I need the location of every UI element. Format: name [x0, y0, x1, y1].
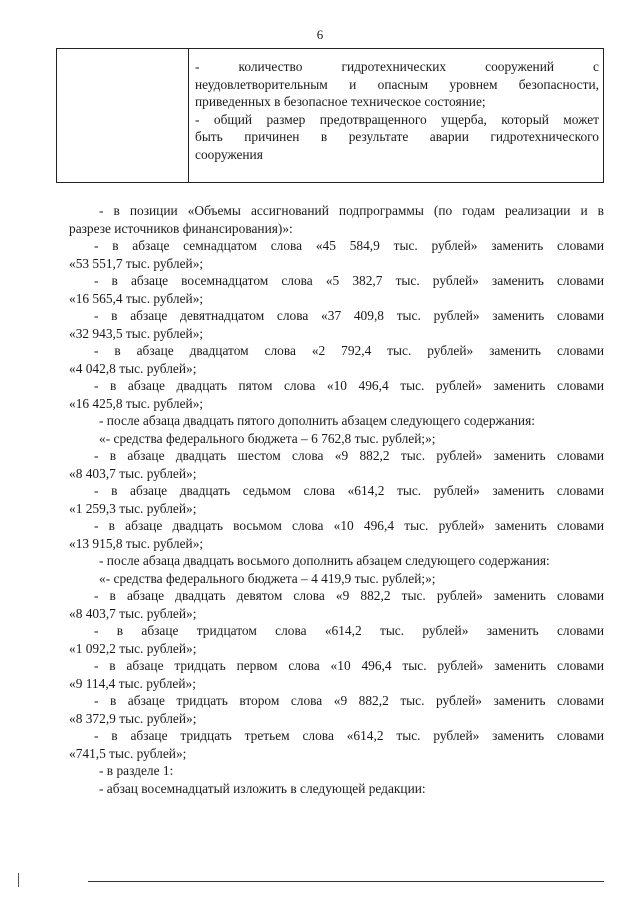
table-text-line: сооружения [195, 146, 263, 162]
table-text-line: приведенных в безопасное техническое состояние; [195, 94, 486, 109]
text-line: «13 915,8 тыс. рублей»; [69, 535, 204, 551]
text-line: «- средства федерального бюджета – 6 762,8 тыс. рублей;»; [99, 430, 436, 446]
text-line: - в абзаце восемнадцатом слова «5 382,7 тыс. рублей» заменить словами [94, 273, 604, 288]
text-line: «1 092,2 тыс. рублей»; [69, 640, 197, 656]
text-line: - в абзаце двадцать девятом слова «9 882,2 тыс. рублей» заменить словами [94, 588, 604, 603]
text-line: - в абзаце тридцать третьем слова «614,2 тыс. рублей» заменить словами [94, 728, 604, 743]
table-text-line: - общий размер предотвращенного ущерба, который может [195, 111, 599, 127]
text-line: - в абзаце семнадцатом слова «45 584,9 тыс. рублей» заменить словами [94, 238, 604, 253]
page-number: 6 [316, 27, 324, 42]
text-line: «9 114,4 тыс. рублей»; [69, 675, 196, 691]
text-line: «16 565,4 тыс. рублей»; [69, 290, 204, 306]
text-line: - в абзаце двадцать пятом слова «10 496,4 тыс. рублей» заменить словами [94, 378, 604, 393]
text-line: разрезе источников финансирования)»: [69, 220, 293, 236]
table-text-line: быть причинен в результате аварии гидротехнического [195, 129, 599, 144]
text-line: - в позиции «Объемы ассигнований подпрограммы (по годам реализации и в [99, 203, 604, 218]
text-line: «- средства федерального бюджета – 4 419,9 тыс. рублей;»; [99, 570, 436, 586]
text-line: «1 259,3 тыс. рублей»; [69, 500, 197, 516]
table-cell-left [57, 49, 189, 182]
text-line: «4 042,8 тыс. рублей»; [69, 360, 197, 376]
text-line: «53 551,7 тыс. рублей»; [69, 255, 204, 271]
scan-margin-mark [18, 873, 19, 887]
text-line: «8 403,7 тыс. рублей»; [69, 465, 197, 481]
text-line: - после абзаца двадцать пятого дополнить абзацем следующего содержания: [99, 413, 535, 428]
text-line: - в абзаце тридцатом слова «614,2 тыс. рублей» заменить словами [94, 623, 604, 638]
text-line: - после абзаца двадцать восьмого дополнить абзацем следующего содержания: [99, 553, 550, 568]
table-text-line: неудовлетворительным и опасным уровнем безопасности, [195, 76, 599, 92]
text-line: «32 943,5 тыс. рублей»; [69, 325, 204, 341]
text-line: - в абзаце девятнадцатом слова «37 409,8 тыс. рублей» заменить словами [94, 308, 604, 323]
text-line: - в абзаце тридцать первом слова «10 496,4 тыс. рублей» заменить словами [94, 658, 604, 673]
text-line: «16 425,8 тыс. рублей»; [69, 395, 204, 411]
text-line: «8 403,7 тыс. рублей»; [69, 605, 197, 621]
text-line: «741,5 тыс. рублей»; [69, 745, 187, 761]
text-line: - в абзаце двадцатом слова «2 792,4 тыс. рублей» заменить словами [94, 343, 604, 358]
text-line: - в абзаце двадцать шестом слова «9 882,2 тыс. рублей» заменить словами [94, 448, 604, 463]
bottom-rule [88, 881, 604, 882]
text-line: - в абзаце тридцать втором слова «9 882,2 тыс. рублей» заменить словами [94, 693, 604, 708]
text-line: - в разделе 1: [99, 763, 174, 778]
amendments-text [69, 202, 604, 797]
text-line: - в абзаце двадцать восьмом слова «10 496,4 тыс. рублей» заменить словами [94, 518, 604, 533]
text-line: - абзац восемнадцатый изложить в следующей редакции: [99, 780, 426, 796]
table-cell-right [189, 49, 603, 182]
text-line: «8 372,9 тыс. рублей»; [69, 710, 197, 726]
text-line: - в абзаце двадцать седьмом слова «614,2 тыс. рублей» заменить словами [94, 483, 604, 498]
table-text-line: - количество гидротехнических сооружений с [195, 59, 599, 74]
passport-table [56, 48, 604, 183]
